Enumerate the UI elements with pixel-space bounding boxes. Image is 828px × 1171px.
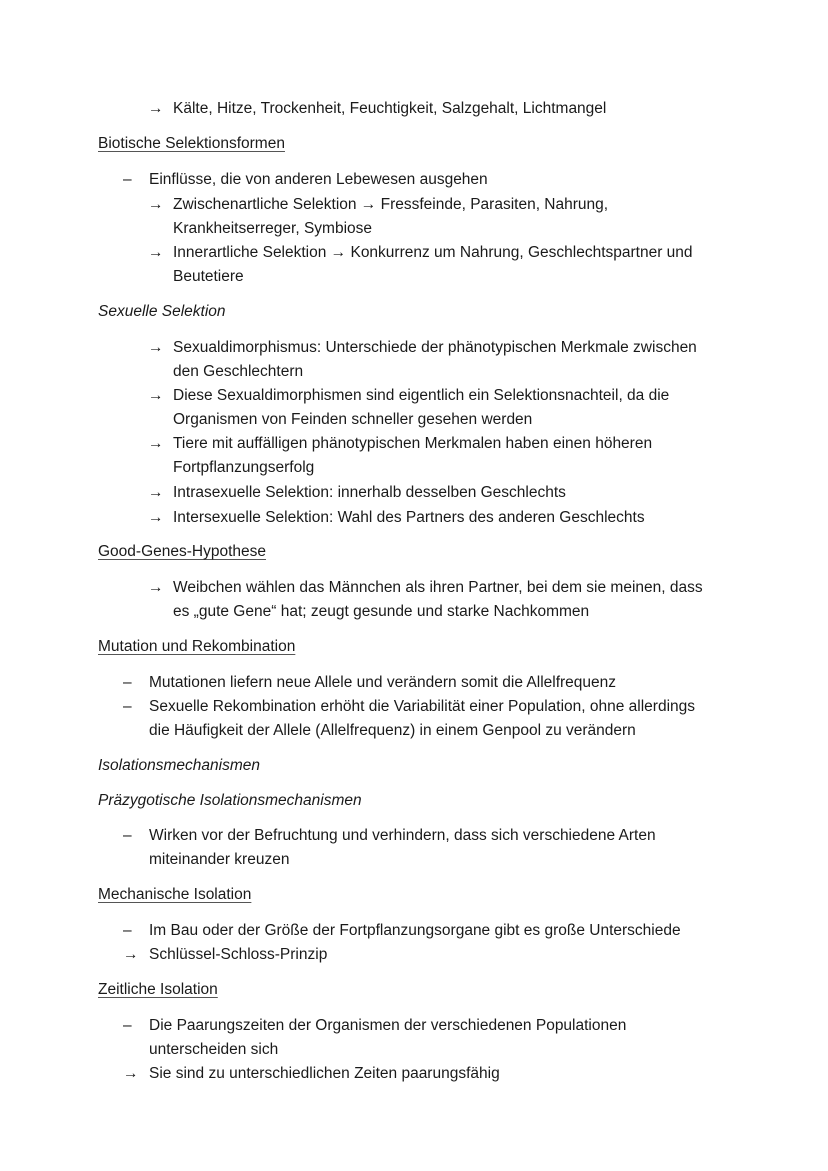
section-heading: Isolationsmechanismen bbox=[98, 757, 260, 774]
list-item: Sexualdimorphismus: Unterschiede der phänotypischen Merkmale zwischen bbox=[173, 339, 697, 356]
arrow-icon: → bbox=[148, 387, 164, 404]
list-item-continued: Beutetiere bbox=[173, 268, 244, 285]
list-item: Intrasexuelle Selektion: innerhalb desselben Geschlechts bbox=[173, 484, 566, 501]
list-item: Sie sind zu unterschiedlichen Zeiten paarungsfähig bbox=[149, 1065, 500, 1082]
arrow-icon: → bbox=[148, 196, 164, 213]
list-item: Im Bau oder der Größe der Fortpflanzungsorgane gibt es große Unterschiede bbox=[149, 922, 681, 939]
list-item: Einflüsse, die von anderen Lebewesen ausgehen bbox=[149, 171, 488, 188]
list-item-continued: Krankheitserreger, Symbiose bbox=[173, 220, 373, 237]
list-item-continued: miteinander kreuzen bbox=[149, 851, 290, 868]
arrow-icon: → bbox=[148, 579, 164, 596]
dash-bullet-icon: – bbox=[123, 698, 132, 715]
section-heading: Mutation und Rekombination bbox=[98, 638, 296, 655]
arrow-icon: → bbox=[148, 339, 164, 356]
list-item-continued: den Geschlechtern bbox=[173, 363, 304, 380]
arrow-icon: → bbox=[148, 484, 164, 501]
list-item: Zwischenartliche Selektion → Fressfeinde, Parasiten, Nahrung, bbox=[173, 196, 609, 213]
list-item-continued: Organismen von Feinden schneller gesehen werden bbox=[173, 411, 533, 428]
dash-bullet-icon: – bbox=[123, 1017, 132, 1034]
dash-bullet-icon: – bbox=[123, 922, 132, 939]
dash-bullet-icon: – bbox=[123, 674, 132, 691]
list-item: Kälte, Hitze, Trockenheit, Feuchtigkeit, Salzgehalt, Lichtmangel bbox=[173, 100, 607, 117]
list-item-continued: unterscheiden sich bbox=[149, 1041, 279, 1058]
list-item: Die Paarungszeiten der Organismen der verschiedenen Populationen bbox=[149, 1017, 627, 1034]
section-heading: Sexuelle Selektion bbox=[98, 303, 226, 320]
arrow-icon: → bbox=[123, 1065, 139, 1082]
dash-bullet-icon: – bbox=[123, 171, 132, 188]
list-item-continued: Fortpflanzungserfolg bbox=[173, 459, 315, 476]
dash-bullet-icon: – bbox=[123, 827, 132, 844]
list-item: Diese Sexualdimorphismen sind eigentlich ein Selektionsnachteil, da die bbox=[173, 387, 670, 404]
list-item: Innerartliche Selektion → Konkurrenz um Nahrung, Geschlechtspartner und bbox=[173, 244, 693, 261]
section-heading: Mechanische Isolation bbox=[98, 886, 252, 903]
list-item: Intersexuelle Selektion: Wahl des Partners des anderen Geschlechts bbox=[173, 509, 645, 526]
list-item: Schlüssel-Schloss-Prinzip bbox=[149, 946, 328, 963]
section-heading: Good-Genes-Hypothese bbox=[98, 543, 267, 560]
list-item-continued: es „gute Gene“ hat; zeugt gesunde und starke Nachkommen bbox=[173, 603, 590, 620]
section-heading: Zeitliche Isolation bbox=[98, 981, 218, 998]
list-item: Tiere mit auffälligen phänotypischen Merkmalen haben einen höheren bbox=[173, 435, 653, 452]
arrow-icon: → bbox=[123, 946, 139, 963]
arrow-icon: → bbox=[148, 244, 164, 261]
list-item: Mutationen liefern neue Allele und verändern somit die Allelfrequenz bbox=[149, 674, 617, 691]
list-item: Sexuelle Rekombination erhöht die Variabilität einer Population, ohne allerdings bbox=[149, 698, 696, 715]
list-item: Weibchen wählen das Männchen als ihren Partner, bei dem sie meinen, dass bbox=[173, 579, 703, 596]
section-heading: Präzygotische Isolationsmechanismen bbox=[98, 792, 362, 809]
list-item: Wirken vor der Befruchtung und verhindern, dass sich verschiedene Arten bbox=[149, 827, 656, 844]
arrow-icon: → bbox=[148, 100, 164, 117]
arrow-icon: → bbox=[148, 435, 164, 452]
arrow-icon: → bbox=[148, 509, 164, 526]
list-item-continued: die Häufigkeit der Allele (Allelfrequenz) in einem Genpool zu verändern bbox=[149, 722, 636, 739]
section-heading: Biotische Selektionsformen bbox=[98, 135, 285, 152]
